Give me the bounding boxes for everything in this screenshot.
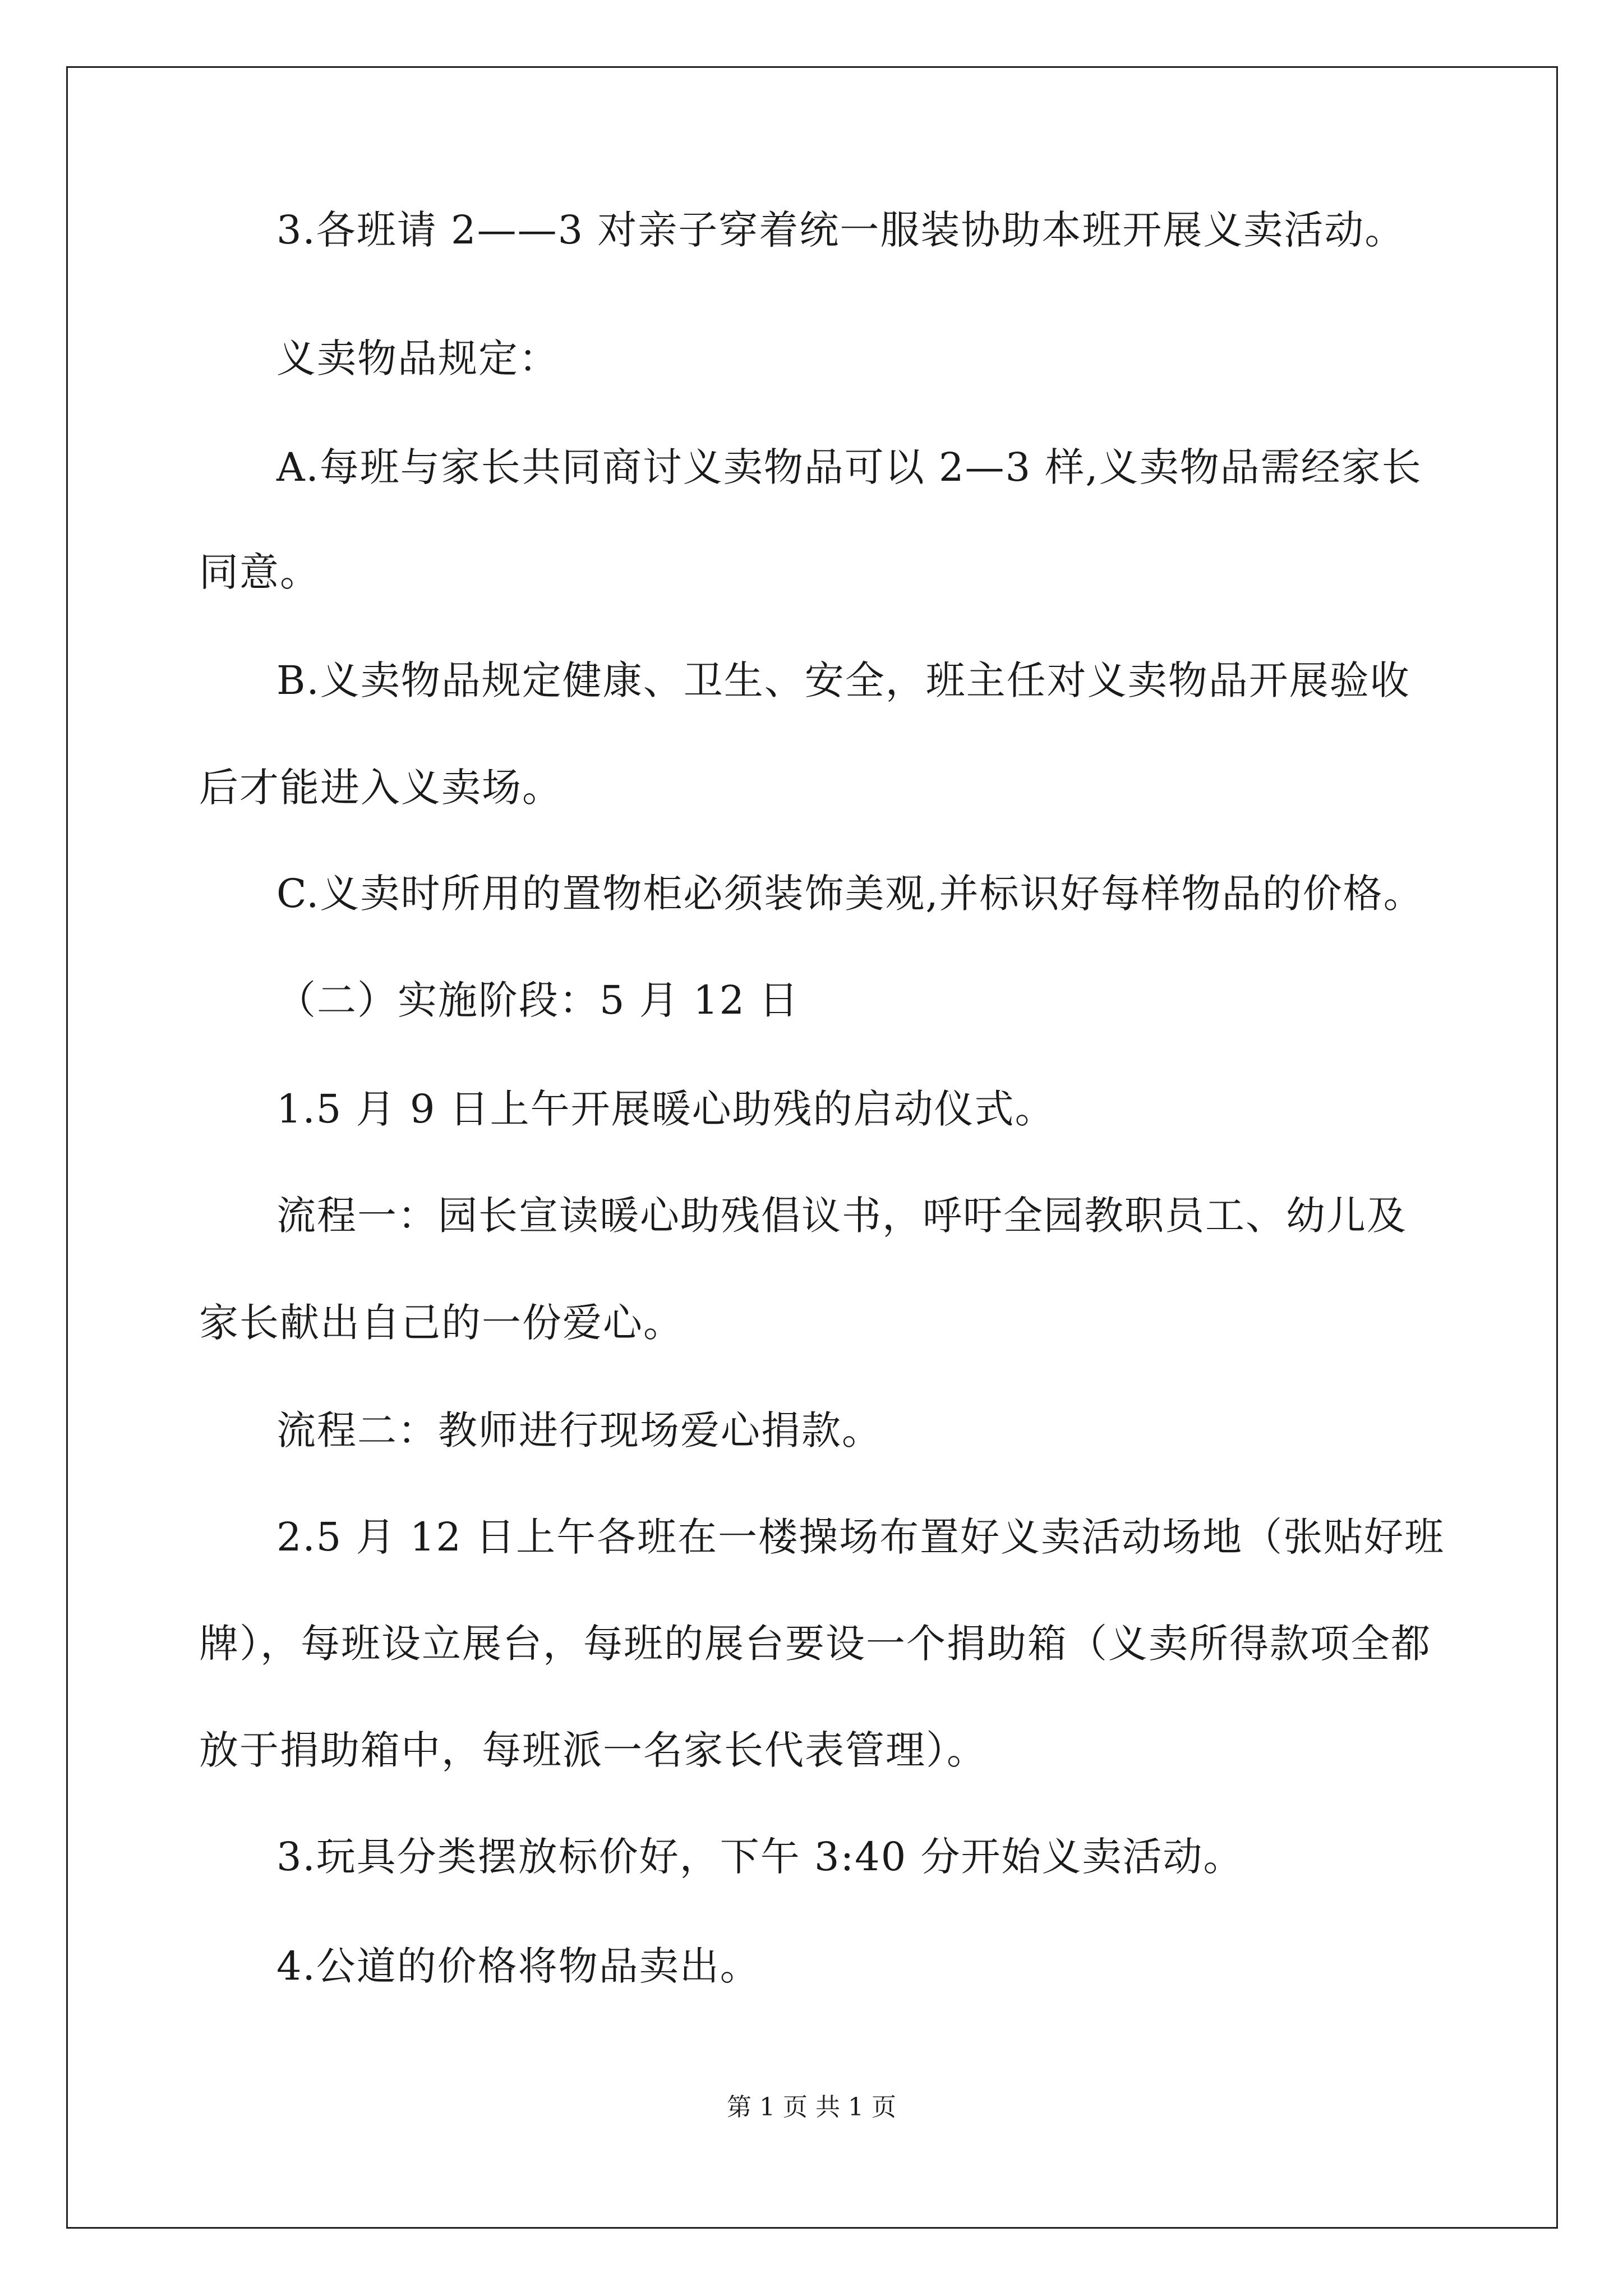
paragraph-line: 1.5 月 9 日上午开展暖心助残的启动仪式。 — [276, 1086, 1055, 1132]
paragraph-line: 3.玩具分类摆放标价好，下午 3:40 分开始义卖活动。 — [276, 1834, 1244, 1880]
paragraph-line: 家长献出自己的一份爱心。 — [199, 1300, 684, 1346]
paragraph-line: 3.各班请 2——3 对亲子穿着统一服装协助本班开展义卖活动。 — [276, 207, 1405, 253]
paragraph-line: 同意。 — [199, 549, 320, 595]
paragraph-line: B.义卖物品规定健康、卫生、安全，班主任对义卖物品开展验收 — [276, 657, 1410, 703]
paragraph-line: 放于捐助箱中，每班派一名家长代表管理）。 — [199, 1727, 987, 1773]
paragraph-line: C.义卖时所用的置物柜必须装饰美观,并标识好每样物品的价格。 — [276, 871, 1424, 917]
paragraph-line: 2.5 月 12 日上午各班在一楼操场布置好义卖活动场地（张贴好班 — [276, 1514, 1445, 1560]
paragraph-line: （二）实施阶段：5 月 12 日 — [276, 977, 800, 1023]
paragraph-line: 流程二：教师进行现场爱心捐款。 — [276, 1407, 882, 1453]
page-border — [66, 66, 1558, 2229]
paragraph-line: 4.公道的价格将物品卖出。 — [276, 1943, 760, 1989]
page-footer: 第 1 页 共 1 页 — [727, 2093, 896, 2122]
paragraph-line: 后才能进入义卖场。 — [199, 765, 562, 811]
paragraph-line: 牌），每班设立展台，每班的展台要设一个捐助箱（义卖所得款项全都 — [199, 1621, 1431, 1667]
paragraph-line: 流程一：园长宣读暖心助残倡议书，呼吁全园教职员工、幼儿及 — [276, 1193, 1407, 1239]
paragraph-line: 义卖物品规定： — [276, 335, 559, 381]
paragraph-line: A.每班与家长共同商讨义卖物品可以 2—3 样,义卖物品需经家长 — [276, 444, 1422, 490]
